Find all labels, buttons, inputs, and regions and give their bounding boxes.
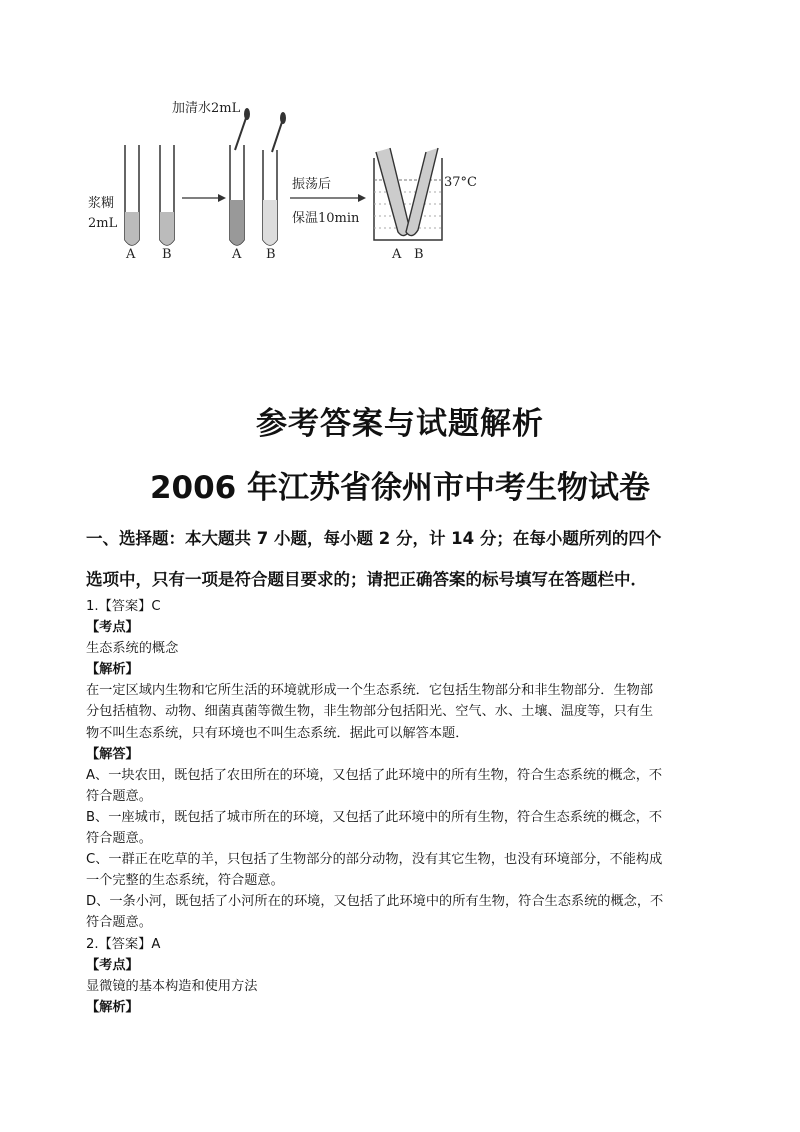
section-heading-line-1: 一、选择题：本大题共 7 小题，每小题 2 分，计 14 分；在每小题所列的四个 <box>86 529 662 548</box>
water-bath-beaker <box>374 148 442 240</box>
text-line: 分包括植物、动物、细菌真菌等微生物，非生物部分包括阳光、空气、水、土壤、温度等，只有生 <box>86 704 654 720</box>
answer-content <box>86 596 716 1018</box>
text-line: 符合题意。 <box>86 788 152 804</box>
exam-title: 2006 年江苏省徐州市中考生物试卷 <box>149 470 651 506</box>
label-water: 加清水2mL <box>172 101 241 116</box>
text-line: 一个完整的生态系统，符合题意。 <box>86 873 284 889</box>
tube-a-initial <box>125 145 139 245</box>
text-line: 【考点】 <box>86 620 139 636</box>
label-shake: 振荡后 <box>292 177 332 192</box>
text-line: B、一座城市，既包括了城市所在的环境，又包括了此环境中的所有生物，符合生态系统的概念，不 <box>86 809 663 825</box>
text-line: A、一块农田，既包括了农田所在的环境，又包括了此环境中的所有生物，符合生态系统的概念，不 <box>86 767 663 783</box>
tube-label-1: A <box>126 247 136 262</box>
text-line: 生态系统的概念 <box>86 641 179 657</box>
tube-label-5: A <box>392 247 402 262</box>
label-paste-2: 2mL <box>88 216 118 231</box>
text-line: 显微镜的基本构造和使用方法 <box>86 978 258 994</box>
text-line: 【考点】 <box>86 957 139 973</box>
arrow-right-icon <box>182 194 226 202</box>
text-line: 物不叫生态系统，只有环境也不叫生态系统．据此可以解答本题． <box>86 725 469 741</box>
tube-label-3: A <box>232 247 242 262</box>
text-line: 【解答】 <box>86 746 139 762</box>
page-title: 参考答案与试题解析 <box>256 406 544 442</box>
text-line: 符合题意。 <box>86 915 152 931</box>
tube-b-initial <box>160 145 174 245</box>
tube-label-6: B <box>414 247 424 262</box>
tube-label-4: B <box>266 247 276 262</box>
label-warm: 保温10min <box>292 211 360 226</box>
text-line: 1.【答案】C <box>86 599 161 614</box>
text-line: C、一群正在吃草的羊，只包括了生物部分的部分动物，没有其它生物，也没有环境部分，不能构成 <box>86 852 663 868</box>
label-temp: 37°C <box>444 175 477 190</box>
arrow-right-icon <box>290 194 366 202</box>
text-line: D、一条小河，既包括了小河所在的环境，又包括了此环境中的所有生物，符合生态系统的概念，不 <box>86 894 664 910</box>
tube-label-2: B <box>162 247 172 262</box>
text-line: 符合题意。 <box>86 831 152 847</box>
text-line: 2.【答案】A <box>86 936 161 952</box>
tube-a-water <box>230 108 250 245</box>
experiment-figure <box>80 90 500 270</box>
text-line: 【解析】 <box>86 662 139 678</box>
label-paste-1: 浆糊 <box>88 196 115 211</box>
section-heading-line-2: 选项中，只有一项是符合题目要求的；请把正确答案的标号填写在答题栏中． <box>86 570 647 589</box>
experiment-diagram <box>80 90 500 270</box>
tube-b-water <box>263 112 286 245</box>
text-line: 【解析】 <box>86 999 139 1015</box>
text-line: 在一定区域内生物和它所生活的环境就形成一个生态系统．它包括生物部分和非生物部分．生物部 <box>86 683 654 699</box>
